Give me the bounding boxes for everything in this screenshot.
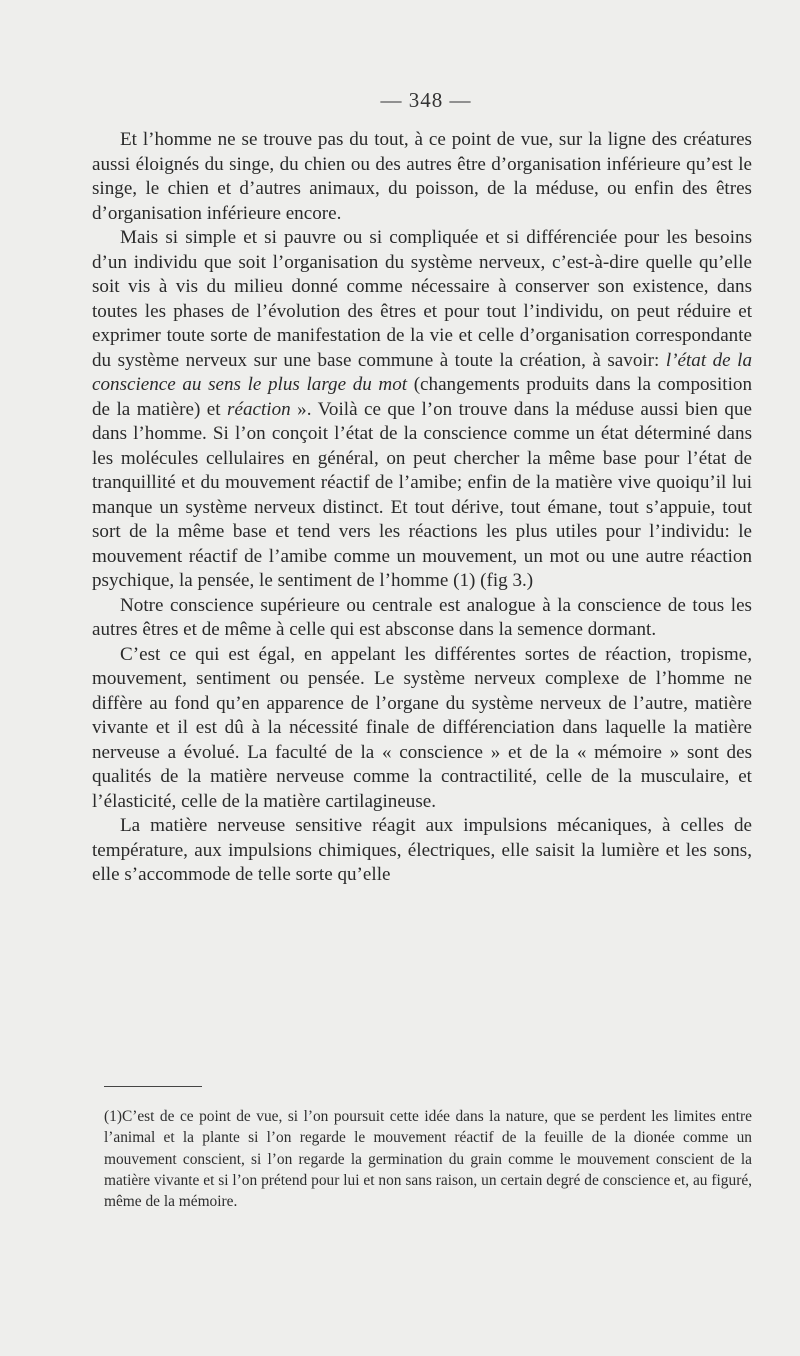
footnote <box>104 1106 752 1212</box>
paragraph-2-part-1: Mais si simple et si pauvre ou si compliquée et si différenciée pour les besoins d’un individu que soit l’organisation du système nerveux, c’est-à-dire quelle qu’elle soit vis à vis du milieu donné comme nécessaire à conserver son existence, dans toutes les phases de l’évolution des êtres et pour tout l’individu, on peut réduire et exprimer toute sorte de manifestation de la vie et celle d’organisation correspondante du système nerveux sur une base commune à toute la création, à savoir: <box>92 227 752 371</box>
page-number: — 348 — <box>380 88 472 112</box>
paragraph-5: La matière nerveuse sensitive réagit aux impulsions mécaniques, à celles de température, aux impulsions chimiques, électriques, elle saisit la lumière et les sons, elle s’accommode de telle sorte qu’elle <box>92 815 752 885</box>
paragraph-3: Notre conscience supérieure ou centrale est analogue à la conscience de tous les autres êtres et de même à celle qui est absconse dans la semence dormant. <box>92 594 752 640</box>
body-text <box>92 128 752 888</box>
footnote-text: (1)C’est de ce point de vue, si l’on poursuit cette idée dans la nature, que se perdent les limites entre l’animal et la plante si l’on regarde le mouvement réactif de la feuille de la dionée comme un mouvement conscient, si l’on regarde la germination du grain comme le mouvement conscient de la matière vivante et si l’on prétend pour lui et non sans raison, un certain degré de conscience et, au figuré, même de la mémoire. <box>104 1108 752 1211</box>
paragraph-1: Et l’homme ne se trouve pas du tout, à ce point de vue, sur la ligne des créatures aussi éloignés du singe, du chien ou des autres être d’organisation inférieure qu’est le singe, le chien et d’autres animaux, du poisson, de la méduse, ou enfin des êtres d’organisation inférieure encore. <box>92 129 752 224</box>
paragraph-2-part-2: (changements produits dans la composition de la matière) et <box>92 374 752 420</box>
paragraph-2 <box>92 226 752 594</box>
footnote-divider <box>104 1086 202 1087</box>
paragraph-2-italic-1: l’état de la conscience au sens le plus large du mot <box>92 349 752 395</box>
paragraph-2-italic-2: réaction <box>227 398 291 420</box>
paragraph-2-part-3: ». Voilà ce que l’on trouve dans la méduse aussi bien que dans l’homme. Si l’on conçoit l’état de la conscience comme un état déterminé dans les molécules cellulaires en général, on peut chercher la même base pour l’état de tranquillité et du mouvement réactif de l’amibe; enfin de la matière vive quoiqu’il lui manque un système nerveux distinct. Et tout dérive, tout émane, tout s’appuie, tout sort de la même base et tend vers les réactions les plus utiles pour l’individu: le mouvement réactif de l’amibe comme un mouvement, un mot ou une autre réaction psychique, la pensée, le sentiment de l’homme (1) (fig 3.) <box>92 398 752 591</box>
paragraph-4: C’est ce qui est égal, en appelant les différentes sortes de réaction, tropisme, mouvement, sentiment ou pensée. Le système nerveux complexe de l’homme ne diffère au fond qu’en apparence de l’organe du système nerveux de l’autre, matière vivante et il est dû à la nécessité finale de différenciation dans laquelle la matière nerveuse a évolué. La faculté de la « conscience » et de la « mémoire » sont des qualités de la matière nerveuse comme la contractilité, celle de la musculaire, et l’élasticité, celle de la matière cartilagineuse. <box>92 643 752 812</box>
